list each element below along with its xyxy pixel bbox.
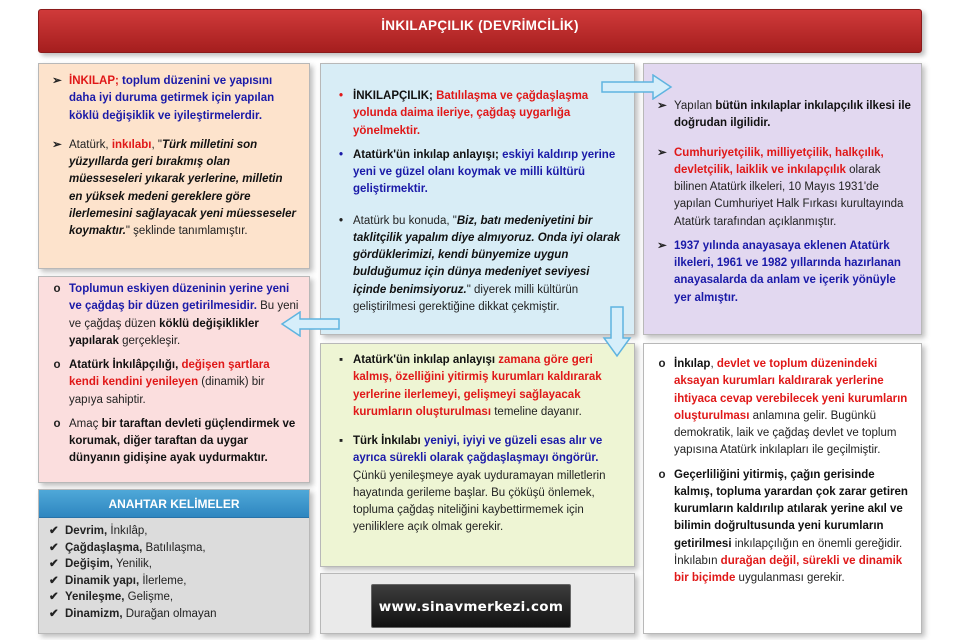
bullet-icon: •: [338, 148, 344, 161]
keyword-item: ✔ Dinamik yapı, İlerleme,: [47, 573, 301, 590]
list-item: o İnkılap, devlet ve toplum düzenindeki aksayan kurumları kaldırarak yerlerine ihtiyaca cevap verebilecek yeni kurumların oluşturulması anlamına gelir. Bugünkü demokratik, laik ve çağdaş devlet ve toplum yapısına Atatürk inkılapları ile geçilmiştir.: [652, 356, 911, 460]
list-item: o Atatürk İnkılâpçılığı, değişen şartlara kendi kendini yenileyen (dinamik) bir yapıya sahiptir.: [47, 357, 299, 409]
understanding-box: [320, 343, 635, 567]
keywords-header: ANAHTAR KELİMELER: [39, 490, 309, 518]
arrow-down-icon: [602, 306, 632, 358]
site-logo[interactable]: www.sinavmerkezi.com: [371, 584, 571, 628]
keyword-item: ✔ Dinamizm, Durağan olmayan: [47, 606, 301, 623]
logo-box: [320, 573, 635, 634]
definition-box: [38, 63, 310, 269]
arrow-left-icon: [280, 311, 340, 337]
keyword-item: ✔ Değişim, Yenilik,: [47, 556, 301, 573]
necessity-box: [643, 343, 922, 634]
principles-box: [643, 63, 922, 335]
check-icon: ✔: [49, 591, 59, 603]
list-item: ➢ Yapılan bütün inkılaplar inkılapçılık ilkesi ile doğrudan ilgilidir.: [652, 98, 911, 133]
circle-bullet-icon: o: [658, 468, 666, 481]
circle-bullet-icon: o: [53, 359, 61, 371]
circle-bullet-icon: o: [53, 283, 61, 295]
inkilapcilik-box: [320, 63, 635, 335]
square-bullet-icon: ▪: [338, 354, 344, 366]
list-item: • Atatürk'ün inkılap anlayışı; eskiyi kaldırıp yerine yeni ve güzel olanı koymak ve milli kültürü geliştirmektir.: [331, 147, 624, 199]
list-item: • Atatürk bu konuda, "Biz, batı medeniyetini bir taklitçilik yapalım diye almıyoruz. Onda iyi olarak gördüklerimizi, kendi bünyemize uygun bulduğumuz için dünya medeniyet seviyesi içinde benimsiyoruz." diyerek milli kültürün geliştirilmesi gerektiğine dikkat çekmiştir.: [331, 213, 624, 317]
list-item: ▪ Atatürk'ün inkılap anlayışı zamana göre geri kalmış, özelliğini yitirmiş kurumları kaldırarak yerlerine ilerlemeyi, gelişmeyi sağlayacak kurumların oluşturulması temeline dayanır.: [331, 352, 624, 421]
arrow-right-icon: [601, 74, 673, 100]
arrow-bullet-icon: ➢: [657, 146, 667, 159]
check-icon: ✔: [49, 558, 59, 570]
keyword-item: ✔ Devrim, İnkılâp,: [47, 523, 301, 540]
keyword-item: ✔ Çağdaşlaşma, Batılılaşma,: [47, 540, 301, 557]
list-item: ➢ 1937 yılında anayasaya eklenen Atatürk ilkeleri, 1961 ve 1982 yıllarında hazırlanan anayasalarda da anlam ve içerik yönüyle yer almıştır.: [652, 238, 911, 307]
arrow-bullet-icon: ➢: [52, 75, 62, 87]
modern-order-box: [38, 276, 310, 483]
arrow-bullet-icon: ➢: [52, 138, 62, 151]
bullet-icon: •: [338, 90, 344, 102]
arrow-bullet-icon: ➢: [657, 239, 667, 252]
check-icon: ✔: [49, 607, 59, 620]
arrow-bullet-icon: ➢: [657, 100, 667, 112]
list-item: o Toplumun eskiyen düzeninin yerine yeni ve çağdaş bir düzen getirilmesidir. Bu yeni ve çağdaş düzen köklü değişiklikler yapılarak gerçekleşir.: [47, 281, 299, 350]
list-item: ▪ Türk İnkılabı yeniyi, iyiyi ve güzeli esas alır ve ayrıca sürekli olarak çağdaşlaşmayı öngörür. Çünkü yenileşmeye ayak uyduramayan milletlerin hayatında gerileme başlar. Bu çöküşü önlemek, topluma çağdaş niteliğini kaybettirmemek için yeniliklere açık olmak gerekir.: [331, 433, 624, 537]
list-item: ➢ İNKILAP; toplum düzenini ve yapısını daha iyi duruma getirmek için yapılan köklü değişiklik ve iyileştirmelerdir.: [47, 73, 299, 125]
list-item: ➢ Atatürk, inkılabı, "Türk milletini son yüzyıllarda geri bırakmış olan müesseseleri yıkarak yerlerine, milletin en yüksek medeni gereklere göre ilerlemesini sağlayacak yeni müesseseler koymaktır." şeklinde tanımlamıştır.: [47, 137, 299, 241]
check-icon: ✔: [49, 525, 59, 537]
square-bullet-icon: ▪: [338, 435, 344, 447]
check-icon: ✔: [49, 574, 59, 587]
list-item: o Amaç bir taraftan devleti güçlendirmek ve korumak, diğer taraftan da uygar dünyanın gidişine ayak uydurmaktır.: [47, 416, 299, 468]
circle-bullet-icon: o: [53, 417, 61, 430]
keywords-box: [38, 489, 310, 634]
list-item: • İNKILAPÇILIK; Batılılaşma ve çağdaşlaşma yolunda daima ileriye, çağdaş uygarlığa yönelmektir.: [331, 88, 624, 140]
circle-bullet-icon: o: [658, 358, 666, 370]
check-icon: ✔: [49, 541, 59, 554]
keyword-item: ✔ Yenileşme, Gelişme,: [47, 589, 301, 606]
list-item: o Geçerliliğini yitirmiş, çağın gerisinde kalmış, topluma yarardan çok zarar getiren kurumların kaldırılıp atılarak yerine akıl ve bilimin doğrultusunda yeni kurumların getirilmesi inkılapçılığın en önemli gereğidir. İnkılabın durağan değil, sürekli ve dinamik bir biçimde uygulanması gerekir.: [652, 467, 911, 588]
page-title: İNKILAPÇILIK (DEVRİMCİLİK): [38, 9, 922, 53]
bullet-icon: •: [338, 214, 344, 227]
list-item: ➢ Cumhuriyetçilik, milliyetçilik, halkçılık, devletçilik, laiklik ve inkılapçılık olarak bilinen Atatürk ilkeleri, 10 Mayıs 1931'de yapılan Cumhuriyet Halk Fırkası kurultayında Atatürk tarafından açıklanmıştır.: [652, 145, 911, 231]
